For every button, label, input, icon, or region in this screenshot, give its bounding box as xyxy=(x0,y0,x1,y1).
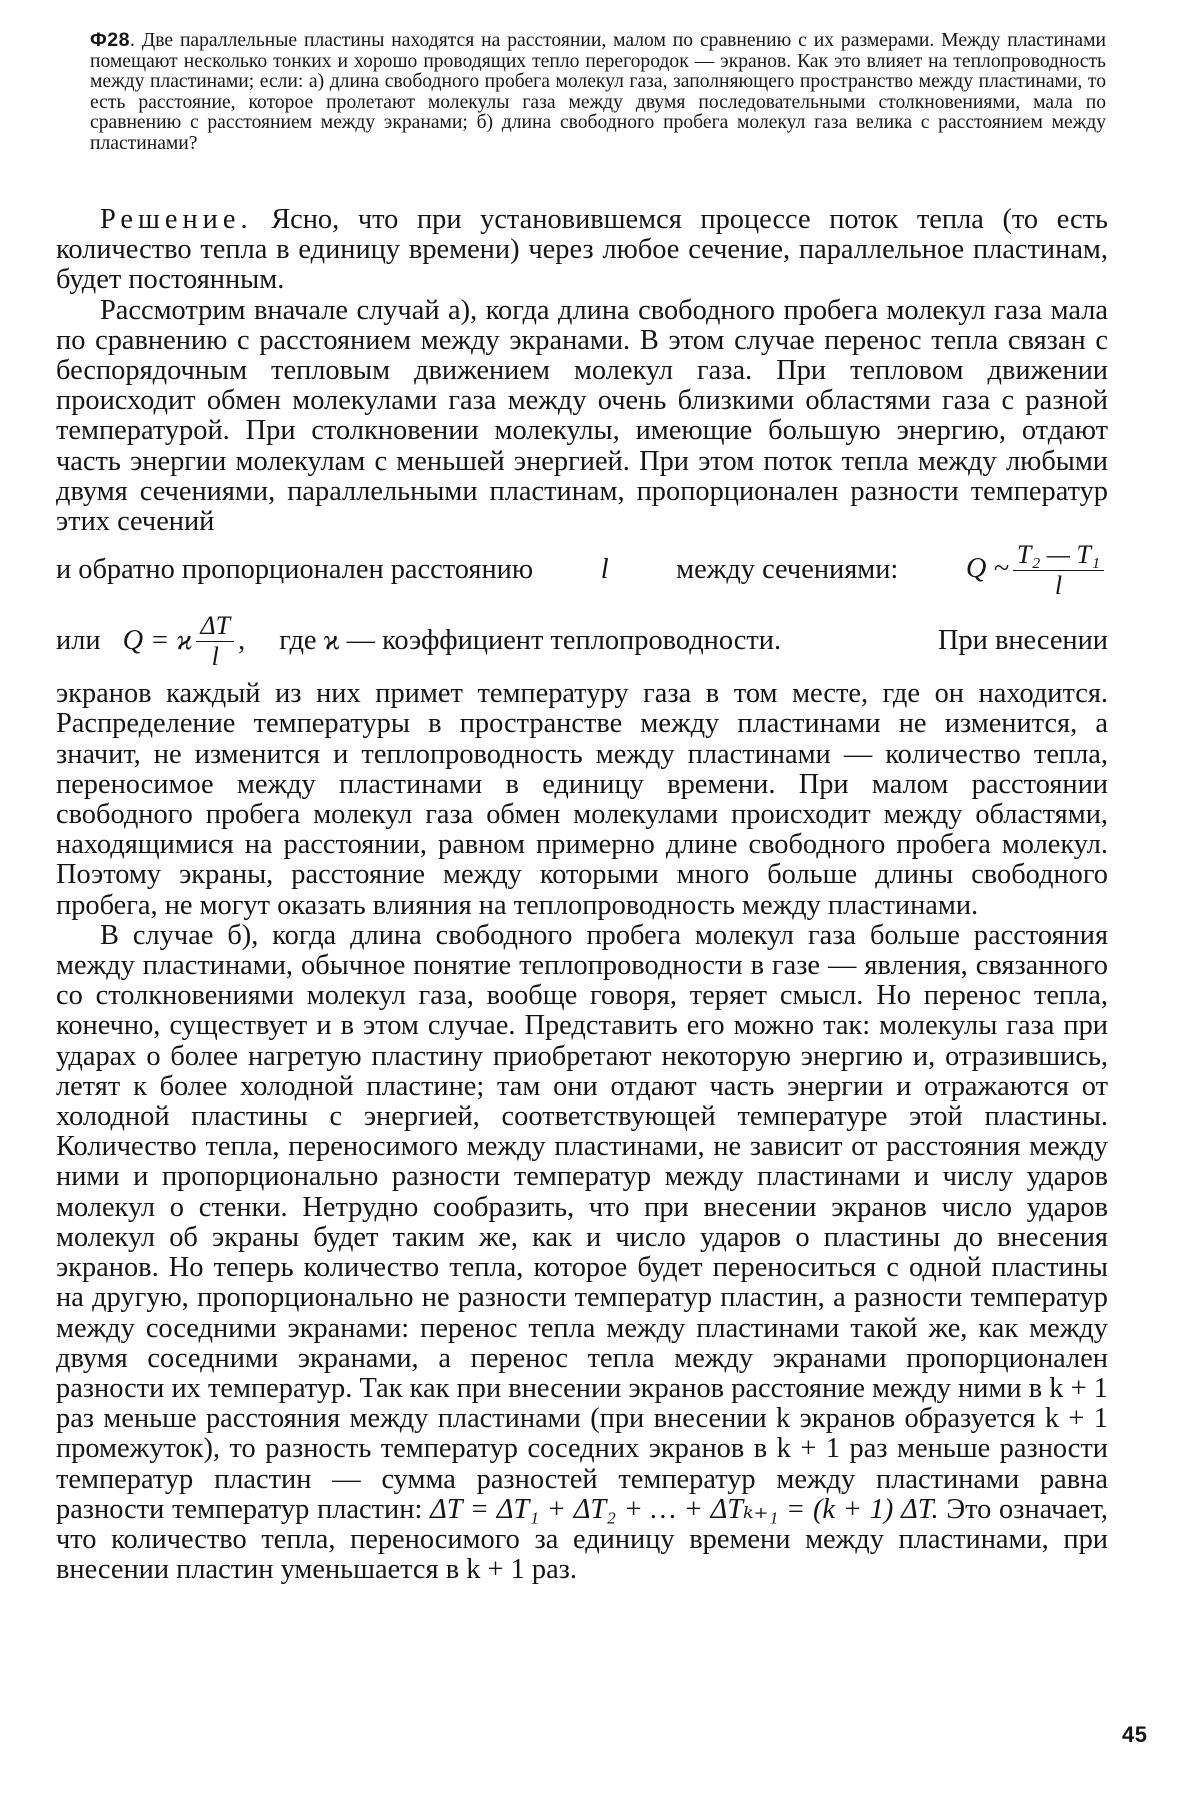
solution-label: Решение. xyxy=(100,204,253,235)
formula2-right-text: При внесении xyxy=(937,625,1108,657)
case-a-continuation xyxy=(56,679,1108,921)
formula1-fraction xyxy=(1013,541,1104,600)
case-a-paragraph xyxy=(56,296,1108,538)
solution-intro-text: Ясно, что при установившемся процессе поток тепла (то есть количество тепла в единицу времени) через любое сечение, параллельное пластинам, будет постоянным. xyxy=(56,204,1108,296)
formula1-numerator: T₂ — T₁ xyxy=(1013,541,1104,571)
case-a-text: Рассмотрим вначале случай а), когда длина свободного пробега молекул газа мала по сравнению с расстоянием между экранами. В этом случае перенос тепла связан с беспорядочным тепловым движением молекул газа. При тепловом движении происходит обмен молекулами газа между очень близкими областями газа с разной температурой. При столкновении молекулы, имеющие большую энергию, отдают часть энергии молекулам с меньшей энергией. При этом поток тепла между любыми двумя сечениями, параллельными пластинам, пропорционален разности температур этих сечений xyxy=(56,294,1108,538)
solution-intro-paragraph xyxy=(56,205,1108,296)
formula2-fraction xyxy=(196,612,234,671)
problem-statement xyxy=(90,30,1106,154)
formula-conductivity-line xyxy=(56,603,1108,679)
case-b-ending: Это означает, что количество тепла, переносимого за единицу времени между пластинами, при внесении пластин уменьшается в k + 1 раз. xyxy=(56,1493,1108,1586)
problem-number: Ф28 xyxy=(90,29,131,51)
formula1-left-text: и обратно пропорционален расстоянию xyxy=(56,554,534,586)
case-b-text: В случае б), когда длина свободного пробега молекул газа больше расстояния между пластинами, обычное понятие теплопроводности в газе — явления, связанного со столкновениями молекул газа, вообще говоря, теряет смысл. Но перенос тепла, конечно, существует и в этом случае. Представить его можно так: молекулы газа при ударах о более нагретую пластину приобретают некоторую энергию и, отразившись, летят к более холодной пластине; там они отдают часть энергии и отражаются от холодной пластины с энергией, соответствующей температуре этой пластины. Количество тепла, переносимого между пластинами, не зависит от расстояния между ними и пропорционально разности температур между пластинами и числу ударов молекул о стенки. Нетрудно сообразить, что при внесении экранов число ударов молекул об экраны будет таким же, как и число ударов о пластины до внесения экранов. Но теперь количество тепла, которое будет переноситься с одной пластины на другую, пропорционально не разности температур пластин, а разности температур между соседними экранами: перенос тепла между пластинами такой же, как между двумя соседними экранами, а перенос тепла между экранами пропорционален разности их температур. Так как при внесении экранов расстояние между ними в k + 1 раз меньше расстояния между пластинами (при внесении k экранов образуется k + 1 промежуток), то разность температур соседних экранов в k + 1 раз меньше разности температур пластин — сумма разностей температур между пластинами равна разности температур пластин: xyxy=(56,919,1108,1525)
formula1-expression xyxy=(966,541,1108,600)
formula2-q: Q = ϰ xyxy=(122,625,193,657)
formula2-or: или xyxy=(56,625,101,657)
case-b-paragraph xyxy=(56,921,1108,1585)
formula2-comma: , xyxy=(238,625,246,657)
formula-proportional-line xyxy=(56,537,1108,603)
formula2-where-text: где ϰ — коэффициент теплопроводности. xyxy=(279,625,782,657)
formula2-numerator: ΔT xyxy=(196,612,234,642)
case-b-equation: ΔT = ΔT₁ + ΔT₂ + … + ΔTₖ₊₁ = (k + 1) ΔT. xyxy=(430,1493,939,1525)
solution-body xyxy=(56,205,1108,1585)
formula1-l-symbol: l xyxy=(600,554,609,586)
page-number: 45 xyxy=(1122,1722,1148,1747)
problem-text: . Две параллельные пластины находятся на расстоянии, малом по сравнению с их размерами. Между пластинами помещают несколько тонких и хорошо проводящих тепло перегородок — экранов. Как это влияет на теплопроводность между пластинами; если: а) длина свободного пробега молекул газа, заполняющего пространство между пластинами, то есть расстояние, которое пролетают молекулы газа между двумя последовательными столкновениями, мала по сравнению с расстоянием между экранами; б) длина свободного пробега молекул газа велика с расстоянием между пластинами? xyxy=(90,30,1106,154)
formula1-q: Q ~ xyxy=(965,552,1009,584)
formula1-denominator: l xyxy=(1054,570,1063,600)
formula2-denominator: l xyxy=(211,641,219,671)
case-a-continuation-text: экранов каждый из них примет температуру газа в том месте, где он находится. Распределение температуры в пространстве между пластинами не изменится, а значит, не изменится и теплопроводность между пластинами — количество тепла, переносимое между пластинами в единицу времени. При малом расстоянии свободного пробега молекул газа обмен молекулами происходит между областями, находящимися на расстоянии, равном примерно длине свободного пробега молекул. Поэтому экраны, расстояние между которыми много больше длины свободного пробега, не могут оказать влияния на теплопроводность между пластинами. xyxy=(56,678,1108,921)
formula1-mid-text: между сечениями: xyxy=(676,554,899,586)
